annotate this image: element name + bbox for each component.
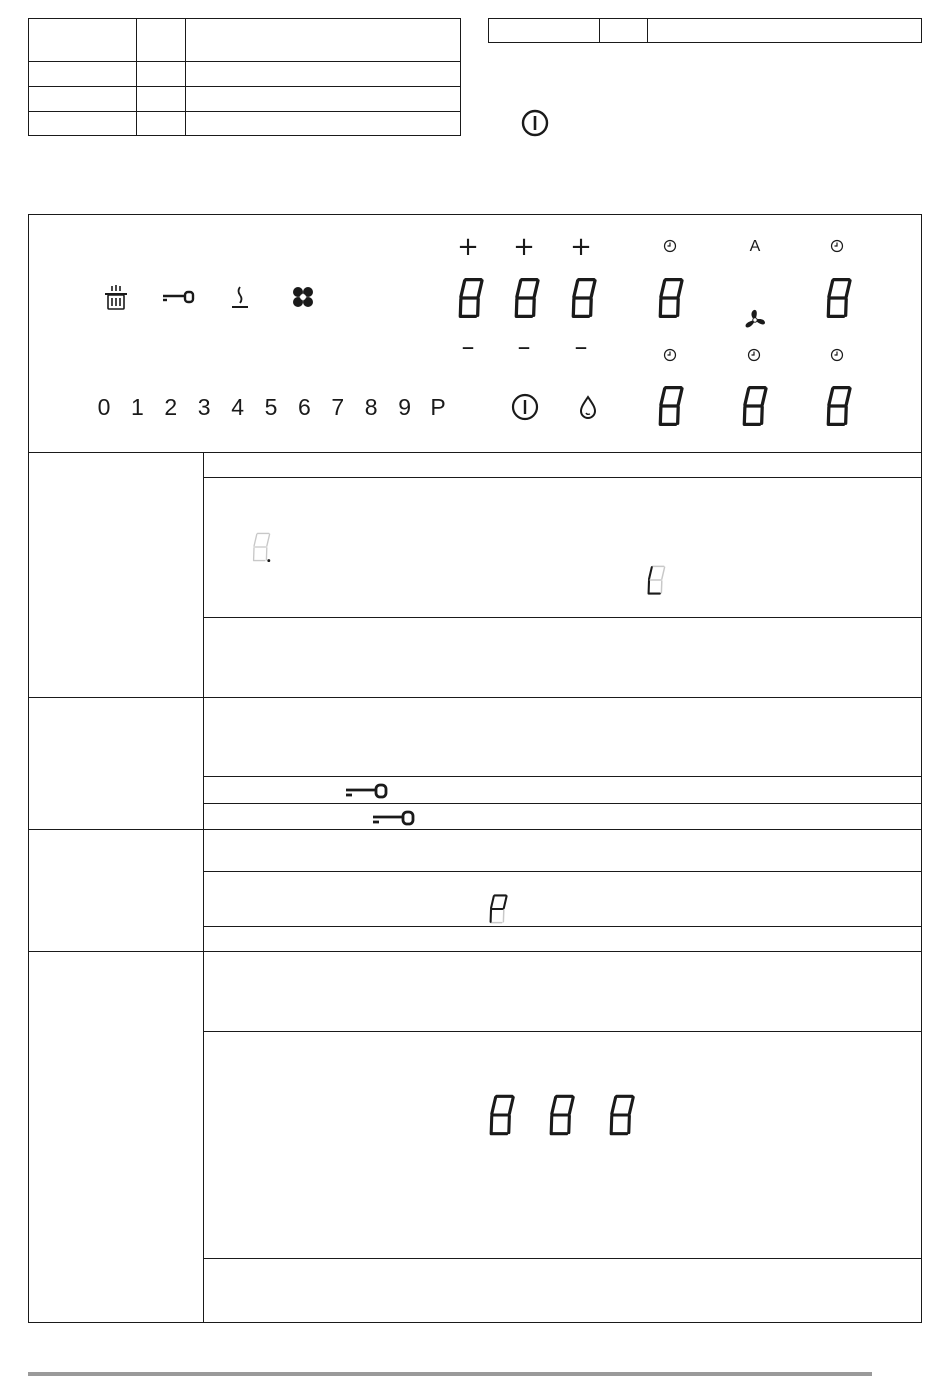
timer-display-digit bbox=[824, 276, 850, 320]
table-row-line bbox=[28, 86, 461, 87]
level-key-9: 9 bbox=[398, 394, 411, 420]
level-key-6: 6 bbox=[297, 394, 311, 420]
key-lock-icon bbox=[161, 290, 195, 304]
timer-display-digit bbox=[656, 384, 682, 428]
level-key-8: 8 bbox=[364, 394, 378, 420]
level-key-1: 1 bbox=[130, 394, 144, 420]
level-key-5: 5 bbox=[264, 394, 278, 420]
zone-display-digit bbox=[456, 276, 482, 320]
pause-icon bbox=[292, 286, 314, 308]
table-divider bbox=[136, 18, 137, 136]
level-key-0: 0 bbox=[97, 394, 111, 420]
level-key-2: 2 bbox=[164, 394, 178, 420]
auto-label: A bbox=[749, 238, 761, 255]
section-line bbox=[28, 697, 922, 698]
timer-display-digit bbox=[824, 384, 850, 428]
steam-icon bbox=[230, 284, 250, 310]
footer-rule bbox=[28, 1372, 872, 1376]
key-lock-icon bbox=[344, 783, 388, 799]
top-right-table bbox=[488, 18, 922, 43]
pot-warming-icon bbox=[103, 284, 129, 312]
level-key-4: 4 bbox=[231, 394, 244, 420]
minus-sign: – bbox=[574, 332, 588, 362]
row-line bbox=[203, 803, 922, 804]
instruction-table bbox=[28, 452, 922, 1323]
row-line bbox=[203, 477, 922, 478]
plus-sign: + bbox=[513, 232, 535, 262]
plus-sign: + bbox=[570, 232, 592, 262]
zone-display-digit bbox=[569, 276, 595, 320]
minus-sign: – bbox=[517, 332, 531, 362]
power-icon bbox=[521, 109, 549, 137]
level-key-7: 7 bbox=[331, 394, 345, 420]
level-key-p: P bbox=[430, 394, 446, 420]
zone-display-digit bbox=[512, 276, 538, 320]
power-icon bbox=[511, 393, 539, 421]
table-divider bbox=[599, 18, 600, 43]
section-line bbox=[28, 829, 922, 830]
minus-sign: – bbox=[461, 332, 475, 362]
row-line bbox=[203, 926, 922, 927]
level-key-3: 3 bbox=[197, 394, 211, 420]
table-column-divider bbox=[203, 452, 204, 1323]
table-row-line bbox=[28, 61, 461, 62]
drop-icon bbox=[578, 394, 598, 420]
plus-sign: + bbox=[457, 232, 479, 262]
fan-icon bbox=[742, 307, 768, 333]
table-divider bbox=[185, 18, 186, 136]
row-line bbox=[203, 871, 922, 872]
timer-display-digit bbox=[656, 276, 682, 320]
table-divider bbox=[647, 18, 648, 43]
clock-icon bbox=[830, 348, 844, 362]
section-line bbox=[28, 951, 922, 952]
row-line bbox=[203, 617, 922, 618]
clock-icon bbox=[663, 348, 677, 362]
top-left-table bbox=[28, 18, 461, 136]
clock-icon bbox=[747, 348, 761, 362]
clock-icon bbox=[663, 239, 677, 253]
key-lock-icon bbox=[371, 810, 415, 826]
clock-icon bbox=[830, 239, 844, 253]
timer-display-digit bbox=[740, 384, 766, 428]
table-row-line bbox=[28, 111, 461, 112]
row-line bbox=[203, 1258, 922, 1259]
row-line bbox=[203, 776, 922, 777]
row-line bbox=[203, 1031, 922, 1032]
